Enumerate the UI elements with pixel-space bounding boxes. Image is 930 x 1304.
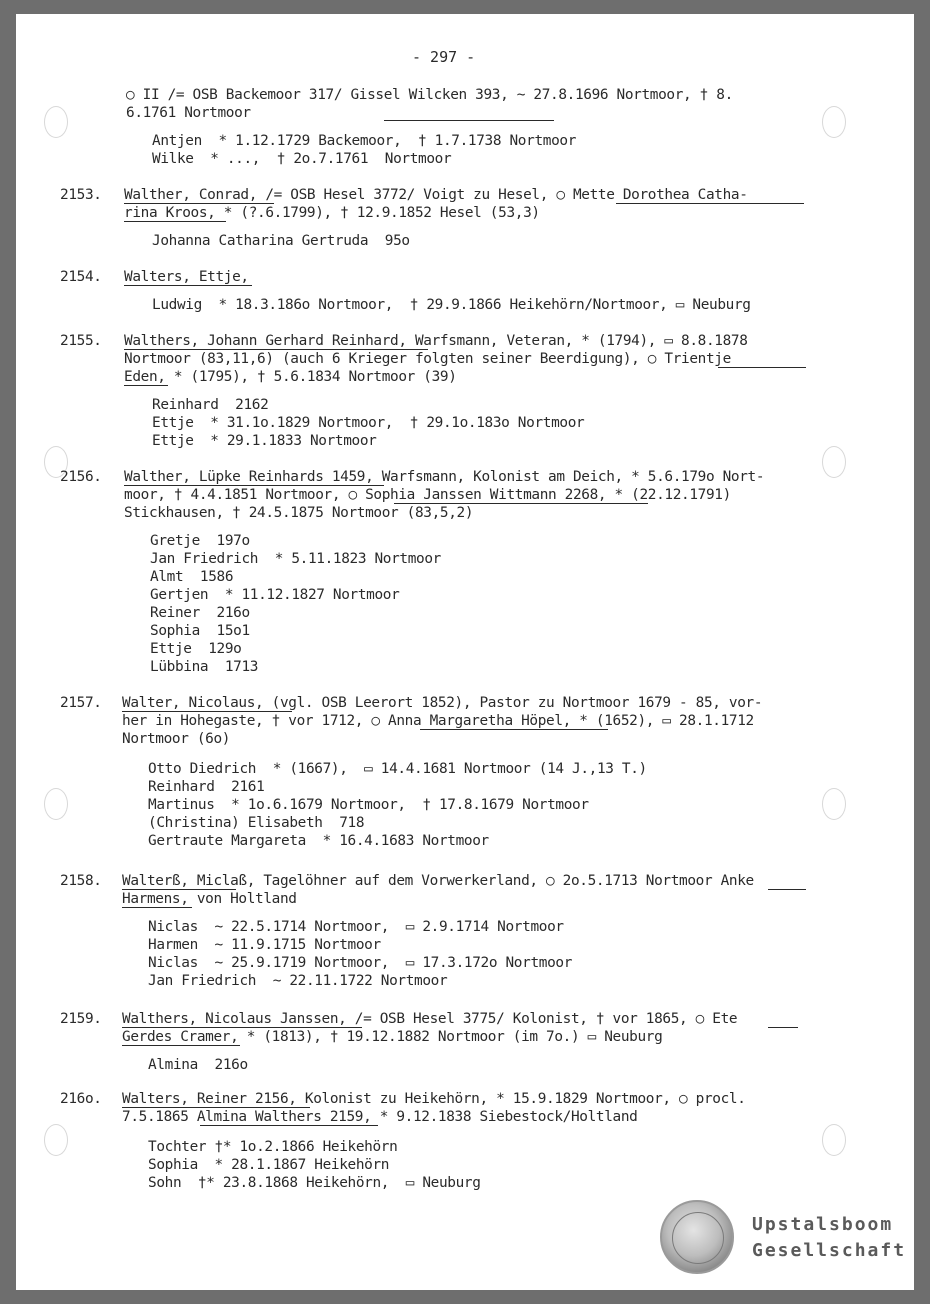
child-line: Sophia 15o1 [150,623,250,639]
entry-number: 2153. [60,187,102,203]
underline [124,385,168,386]
punch-hole [44,788,68,820]
child-line: Antjen * 1.12.1729 Backemoor, † 1.7.1738 Nortmoor [152,133,577,149]
child-line: Niclas ~ 25.9.1719 Nortmoor, ▭ 17.3.172o Nortmoor [148,955,573,971]
child-line: Gertraute Margareta * 16.4.1683 Nortmoor [148,833,489,849]
seal-logo [660,1200,734,1274]
entry-line: Stickhausen, † 24.5.1875 Nortmoor (83,5,2) [124,505,474,521]
underline [394,503,648,504]
child-line: Tochter †* 1o.2.1866 Heikehörn [148,1139,398,1155]
entry-line: Walther, Lüpke Reinhards 1459, Warfsmann, Kolonist am Deich, * 5.6.179o Nort- [124,469,765,485]
entry-line: 7.5.1865 Almina Walthers 2159, * 9.12.1838 Siebestock/Holtland [122,1109,638,1125]
child-line: Almina 216o [148,1057,248,1073]
entry-line: Walthers, Nicolaus Janssen, /= OSB Hesel 3775/ Kolonist, † vor 1865, ○ Ete [122,1011,738,1027]
child-line: Harmen ~ 11.9.1715 Nortmoor [148,937,381,953]
seal-inner-ring [672,1212,724,1264]
entry-line: Nortmoor (6o) [122,731,231,747]
underline [122,1107,310,1108]
entry-number: 2157. [60,695,102,711]
underline [768,889,806,890]
underline [124,221,226,222]
underline [124,349,428,350]
underline [718,367,806,368]
entry-line: Walther, Conrad, /= OSB Hesel 3772/ Voigt zu Hesel, ○ Mette Dorothea Catha- [124,187,748,203]
child-line: Wilke * ..., † 2o.7.1761 Nortmoor [152,151,452,167]
punch-hole [44,1124,68,1156]
child-line: (Christina) Elisabeth 718 [148,815,365,831]
punch-hole [822,1124,846,1156]
underline [616,203,804,204]
child-line: Reinhard 2162 [152,397,269,413]
watermark-line2: Gesellschaft [752,1240,907,1261]
underline [200,1125,378,1126]
entry-line: Walters, Ettje, [124,269,249,285]
entry-line: rina Kroos, * (?.6.1799), † 12.9.1852 Hesel (53,3) [124,205,540,221]
underline [122,907,192,908]
child-line: Ettje * 31.1o.1829 Nortmoor, † 29.1o.183o Nortmoor [152,415,585,431]
child-line: Gertjen * 11.12.1827 Nortmoor [150,587,400,603]
child-line: Almt 1586 [150,569,234,585]
child-line: Jan Friedrich * 5.11.1823 Nortmoor [150,551,441,567]
underline [420,729,608,730]
entry-line: Walters, Reiner 2156, Kolonist zu Heikehörn, * 15.9.1829 Nortmoor, ○ procl. [122,1091,746,1107]
child-line: Lübbina 1713 [150,659,259,675]
punch-hole [822,788,846,820]
entry-line: 6.1761 Nortmoor [126,105,251,121]
child-line: Reiner 216o [150,605,250,621]
child-line: Johanna Catharina Gertruda 95o [152,233,410,249]
punch-hole [44,106,68,138]
entry-line: her in Hohegaste, † vor 1712, ○ Anna Margaretha Höpel, * (1652), ▭ 28.1.1712 [122,713,754,729]
punch-hole [822,106,846,138]
underline [124,285,252,286]
document-page [16,14,914,1290]
entry-number: 2158. [60,873,102,889]
entry-line: Eden, * (1795), † 5.6.1834 Nortmoor (39) [124,369,457,385]
underline [122,711,292,712]
underline [122,1045,240,1046]
underline [768,1027,798,1028]
child-line: Sophia * 28.1.1867 Heikehörn [148,1157,390,1173]
watermark-line1: Upstalsboom [752,1214,894,1235]
page-number: - 297 - [412,48,476,66]
child-line: Gretje 197o [150,533,250,549]
entry-line: Walthers, Johann Gerhard Reinhard, Warfsmann, Veteran, * (1794), ▭ 8.8.1878 [124,333,748,349]
child-line: Ettje 129o [150,641,242,657]
underline [122,1027,362,1028]
child-line: Jan Friedrich ~ 22.11.1722 Nortmoor [148,973,448,989]
child-line: Reinhard 2161 [148,779,265,795]
underline [124,203,274,204]
child-line: Niclas ~ 22.5.1714 Nortmoor, ▭ 2.9.1714 Nortmoor [148,919,564,935]
entry-line: Walter, Nicolaus, (vgl. OSB Leerort 1852), Pastor zu Nortmoor 1679 - 85, vor- [122,695,763,711]
entry-line: Walterß, Miclaß, Tagelöhner auf dem Vorwerkerland, ○ 2o.5.1713 Nortmoor Anke [122,873,754,889]
entry-number: 2154. [60,269,102,285]
entry-number: 2159. [60,1011,102,1027]
underline [122,889,236,890]
entry-number: 2155. [60,333,102,349]
entry-line: Harmens, von Holtland [122,891,297,907]
underline [124,485,384,486]
entry-line: ○ II /= OSB Backemoor 317/ Gissel Wilcken 393, ~ 27.8.1696 Nortmoor, † 8. [126,87,733,103]
child-line: Ludwig * 18.3.186o Nortmoor, † 29.9.1866 Heikehörn/Nortmoor, ▭ Neuburg [152,297,751,313]
entry-line: Nortmoor (83,11,6) (auch 6 Krieger folgten seiner Beerdigung), ○ Trientje [124,351,731,367]
entry-line: Gerdes Cramer, * (1813), † 19.12.1882 Nortmoor (im 7o.) ▭ Neuburg [122,1029,663,1045]
underline [384,120,554,121]
entry-number: 2156. [60,469,102,485]
child-line: Ettje * 29.1.1833 Nortmoor [152,433,377,449]
child-line: Martinus * 1o.6.1679 Nortmoor, † 17.8.1679 Nortmoor [148,797,589,813]
entry-line: moor, † 4.4.1851 Nortmoor, ○ Sophia Janssen Wittmann 2268, * (22.12.1791) [124,487,731,503]
child-line: Otto Diedrich * (1667), ▭ 14.4.1681 Nortmoor (14 J.,13 T.) [148,761,647,777]
punch-hole [822,446,846,478]
entry-number: 216o. [60,1091,102,1107]
child-line: Sohn †* 23.8.1868 Heikehörn, ▭ Neuburg [148,1175,481,1191]
